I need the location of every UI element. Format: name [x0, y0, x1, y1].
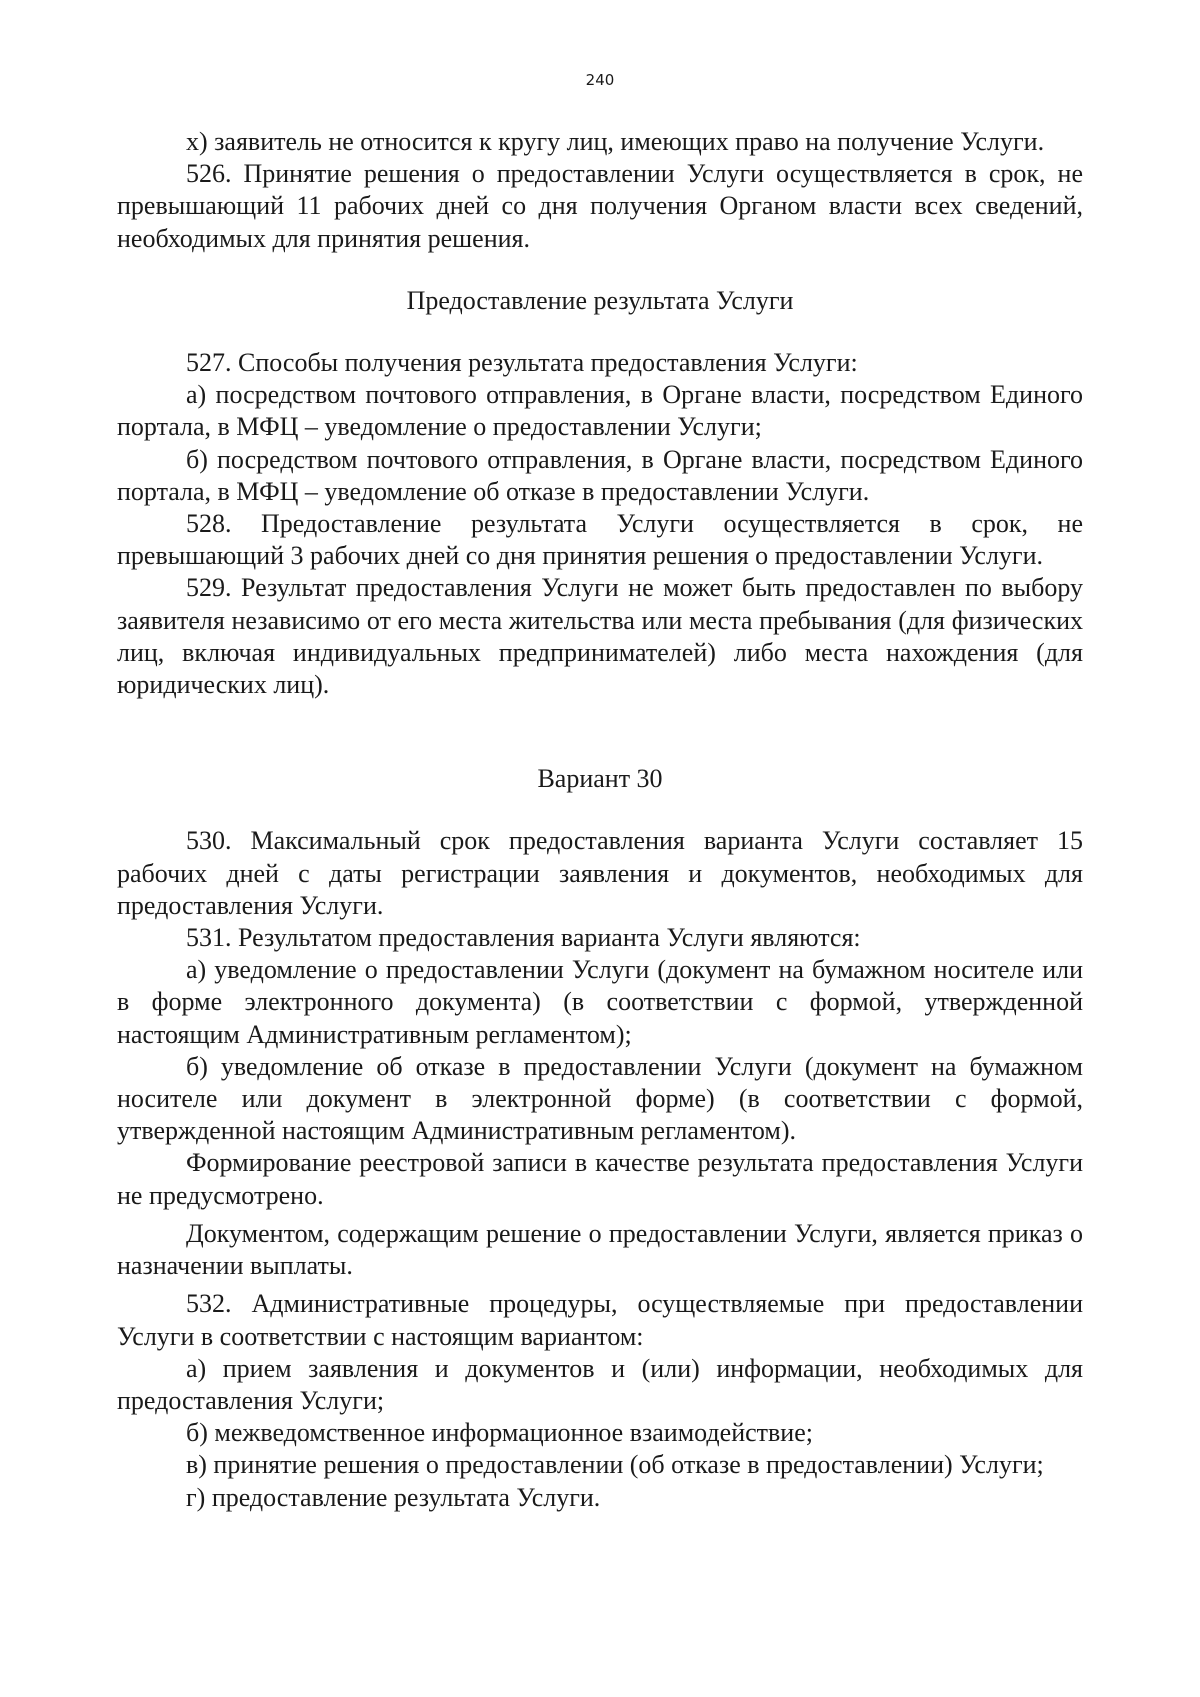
- paragraph-532-b: б) межведомственное информационное взаимодействие;: [186, 1418, 813, 1448]
- paragraph-527-b: б) посредством почтового отправления, в Органе власти, посредством Единого портала, в МФЦ – уведомление об отказе в предоставлении Услуги.: [117, 444, 1083, 506]
- paragraph-registry-record: Формирование реестровой записи в качестве результата предоставления Услуги не предусмотрено.: [117, 1148, 1083, 1210]
- paragraph-527: 527. Способы получения результата предоставления Услуги:: [186, 348, 858, 378]
- paragraph-529: 529. Результат предоставления Услуги не может быть предоставлен по выбору заявителя независимо от его места жительства или места пребывания (для физических лиц, включая индивидуальных предпринимателей) либо места нахождения (для юридических лиц).: [117, 573, 1083, 700]
- paragraph-532-g: г) предоставление результата Услуги.: [186, 1482, 601, 1512]
- paragraph-531-a: а) уведомление о предоставлении Услуги (документ на бумажном носителе или в форме электронного документа) (в соответствии с формой, утвержденной настоящим Административным регламентом);: [117, 955, 1083, 1049]
- document-body: [117, 126, 1083, 1514]
- paragraph-decision-document: Документом, содержащим решение о предоставлении Услуги, является приказ о назначении выплаты.: [117, 1218, 1083, 1281]
- paragraph-528: 528. Предоставление результата Услуги осуществляется в срок, не превышающий 3 рабочих дней со дня принятия решения о предоставлении Услуги.: [117, 509, 1083, 571]
- section-heading-result: Предоставление результата Услуги: [406, 285, 794, 315]
- paragraph-531-b: б) уведомление об отказе в предоставлении Услуги (документ на бумажном носителе или документ в электронной форме) (в соответствии с формой, утвержденной настоящим Административным регламентом).: [117, 1051, 1083, 1146]
- paragraph-526: 526. Принятие решения о предоставлении Услуги осуществляется в срок, не превышающий 11 рабочих дней со дня получения Органом власти всех сведений, необходимых для принятия решения.: [117, 159, 1083, 253]
- page-number: 240: [585, 71, 615, 89]
- paragraph-532: 532. Административные процедуры, осуществляемые при предоставлении Услуги в соответствии с настоящим вариантом:: [117, 1289, 1083, 1351]
- paragraph-531: 531. Результатом предоставления варианта Услуги являются:: [186, 923, 861, 953]
- paragraph-532-a: а) прием заявления и документов и (или) информации, необходимых для предоставления Услуги;: [117, 1353, 1083, 1415]
- paragraph-item-x: х) заявитель не относится к кругу лиц, имеющих право на получение Услуги.: [186, 127, 1045, 156]
- paragraph-532-v: в) принятие решения о предоставлении (об отказе в предоставлении) Услуги;: [186, 1450, 1044, 1480]
- paragraph-527-a: а) посредством почтового отправления, в Органе власти, посредством Единого портала, в МФЦ – уведомление о предоставлении Услуги;: [117, 380, 1083, 442]
- paragraph-530: 530. Максимальный срок предоставления варианта Услуги составляет 15 рабочих дней с даты регистрации заявления и документов, необходимых для предоставления Услуги.: [117, 826, 1083, 920]
- section-heading-variant-30: Вариант 30: [537, 764, 663, 794]
